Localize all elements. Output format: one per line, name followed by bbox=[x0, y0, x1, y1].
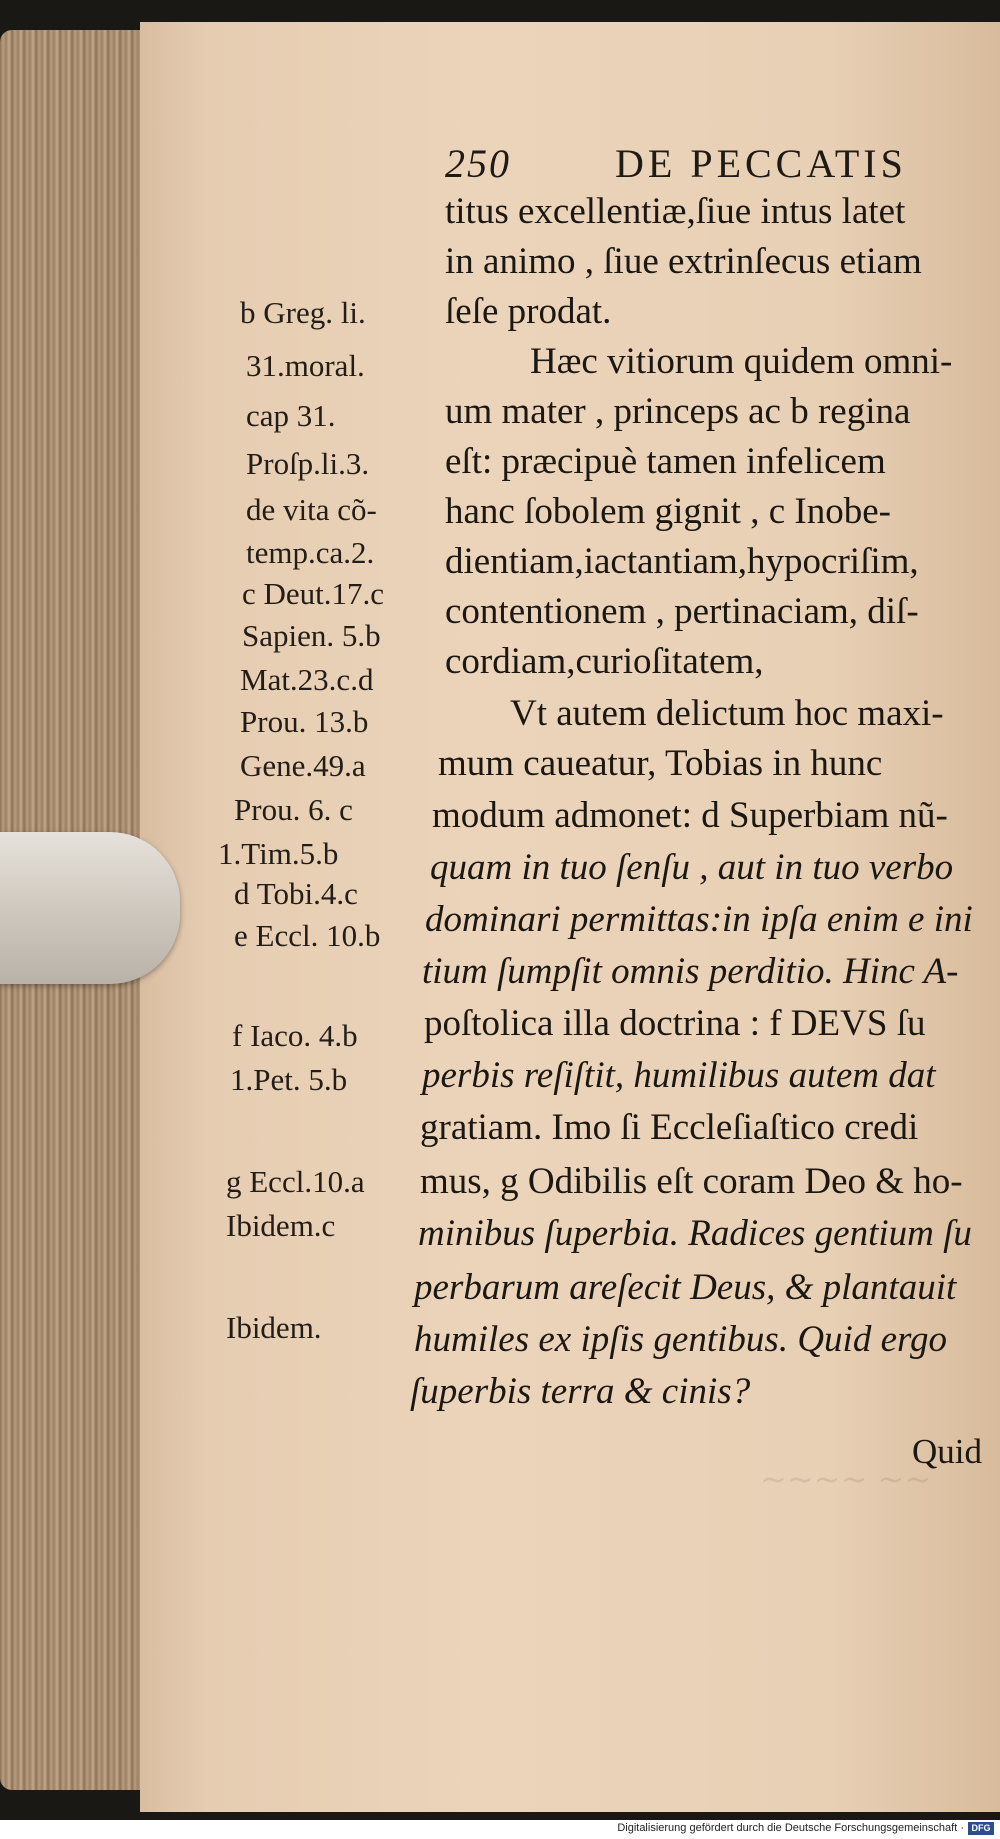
catchword: Quid bbox=[912, 1432, 982, 1471]
body-line: perbis reſiſtit, humilibus autem dat bbox=[422, 1055, 936, 1096]
margin-note: Mat.23.c.d bbox=[240, 662, 374, 697]
body-line: contentionem , pertinaciam, diſ- bbox=[445, 591, 919, 632]
margin-note: 1.Pet. 5.b bbox=[230, 1062, 348, 1097]
body-line: mus, g Odibilis eſt coram Deo & ho- bbox=[420, 1161, 963, 1202]
margin-note: de vita cõ- bbox=[246, 492, 377, 527]
body-line: Hæc vitiorum quidem omni- bbox=[530, 341, 953, 382]
margin-note: Gene.49.a bbox=[240, 748, 366, 783]
dfg-logo-icon: DFG bbox=[968, 1822, 994, 1835]
body-line: gratiam. Imo ſi Eccleſiaſtico credi bbox=[420, 1107, 919, 1148]
body-line: in animo , ſiue extrinſecus etiam bbox=[445, 241, 922, 282]
body-line: dientiam,iactantiam,hypocriſim, bbox=[445, 541, 919, 582]
margin-note: c Deut.17.c bbox=[242, 576, 385, 611]
body-line: minibus ſuperbia. Radices gentium ſu bbox=[418, 1213, 972, 1254]
margin-note: Proſp.li.3. bbox=[246, 446, 370, 481]
margin-note: 31.moral. bbox=[246, 348, 365, 383]
margin-note: cap 31. bbox=[246, 398, 336, 433]
body-line: mum caueatur, Tobias in hunc bbox=[438, 743, 883, 784]
margin-note: Ibidem. bbox=[226, 1310, 322, 1345]
body-line: um mater , princeps ac b regina bbox=[445, 391, 911, 432]
bleed-through: ~~~~ ~~ bbox=[760, 1460, 932, 1498]
running-title: DE PECCATIS bbox=[615, 141, 907, 186]
body-line: modum admonet: d Superbiam nũ- bbox=[432, 795, 948, 836]
margin-note: b Greg. li. bbox=[240, 295, 366, 330]
body-line: titus excellentiæ,ſiue intus latet bbox=[445, 191, 906, 232]
body-line: eſt: præcipuè tamen infelicem bbox=[445, 441, 886, 482]
margin-note: Prou. 6. c bbox=[234, 792, 353, 827]
body-line: Vt autem delictum hoc maxi- bbox=[510, 693, 944, 734]
body-line: ſeſe prodat. bbox=[445, 291, 612, 332]
margin-note: 1.Tim.5.b bbox=[218, 836, 339, 871]
margin-note: Ibidem.c bbox=[226, 1208, 336, 1243]
body-line: tium ſumpſit omnis perditio. Hinc A- bbox=[422, 951, 959, 992]
body-line: hanc ſobolem gignit , c Inobe- bbox=[445, 491, 891, 532]
body-line: ſuperbis terra & cinis? bbox=[410, 1371, 751, 1412]
footer-credit: Digitalisierung gefördert durch die Deutsche Forschungsgemeinschaft · bbox=[617, 1822, 964, 1834]
body-line: poſtolica illa doctrina : f DEVS ſu bbox=[424, 1003, 926, 1044]
body-line: cordiam,curioſitatem, bbox=[445, 641, 764, 682]
margin-note: d Tobi.4.c bbox=[234, 876, 358, 911]
page-number: 250 bbox=[445, 141, 511, 186]
body-line: humiles ex ipſis gentibus. Quid ergo bbox=[414, 1319, 948, 1360]
body-line: quam in tuo ſenſu , aut in tuo verbo bbox=[430, 847, 954, 888]
margin-note: Prou. 13.b bbox=[240, 704, 369, 739]
body-line: dominari permittas:in ipſa enim e ini bbox=[425, 899, 973, 940]
page-clip bbox=[0, 832, 180, 984]
margin-note: Sapien. 5.b bbox=[242, 618, 381, 653]
margin-note: e Eccl. 10.b bbox=[234, 918, 381, 953]
margin-note: f Iaco. 4.b bbox=[232, 1018, 358, 1053]
margin-note: temp.ca.2. bbox=[246, 535, 375, 570]
body-line: perbarum areſecit Deus, & plantauit bbox=[414, 1267, 957, 1308]
margin-note: g Eccl.10.a bbox=[226, 1164, 365, 1199]
